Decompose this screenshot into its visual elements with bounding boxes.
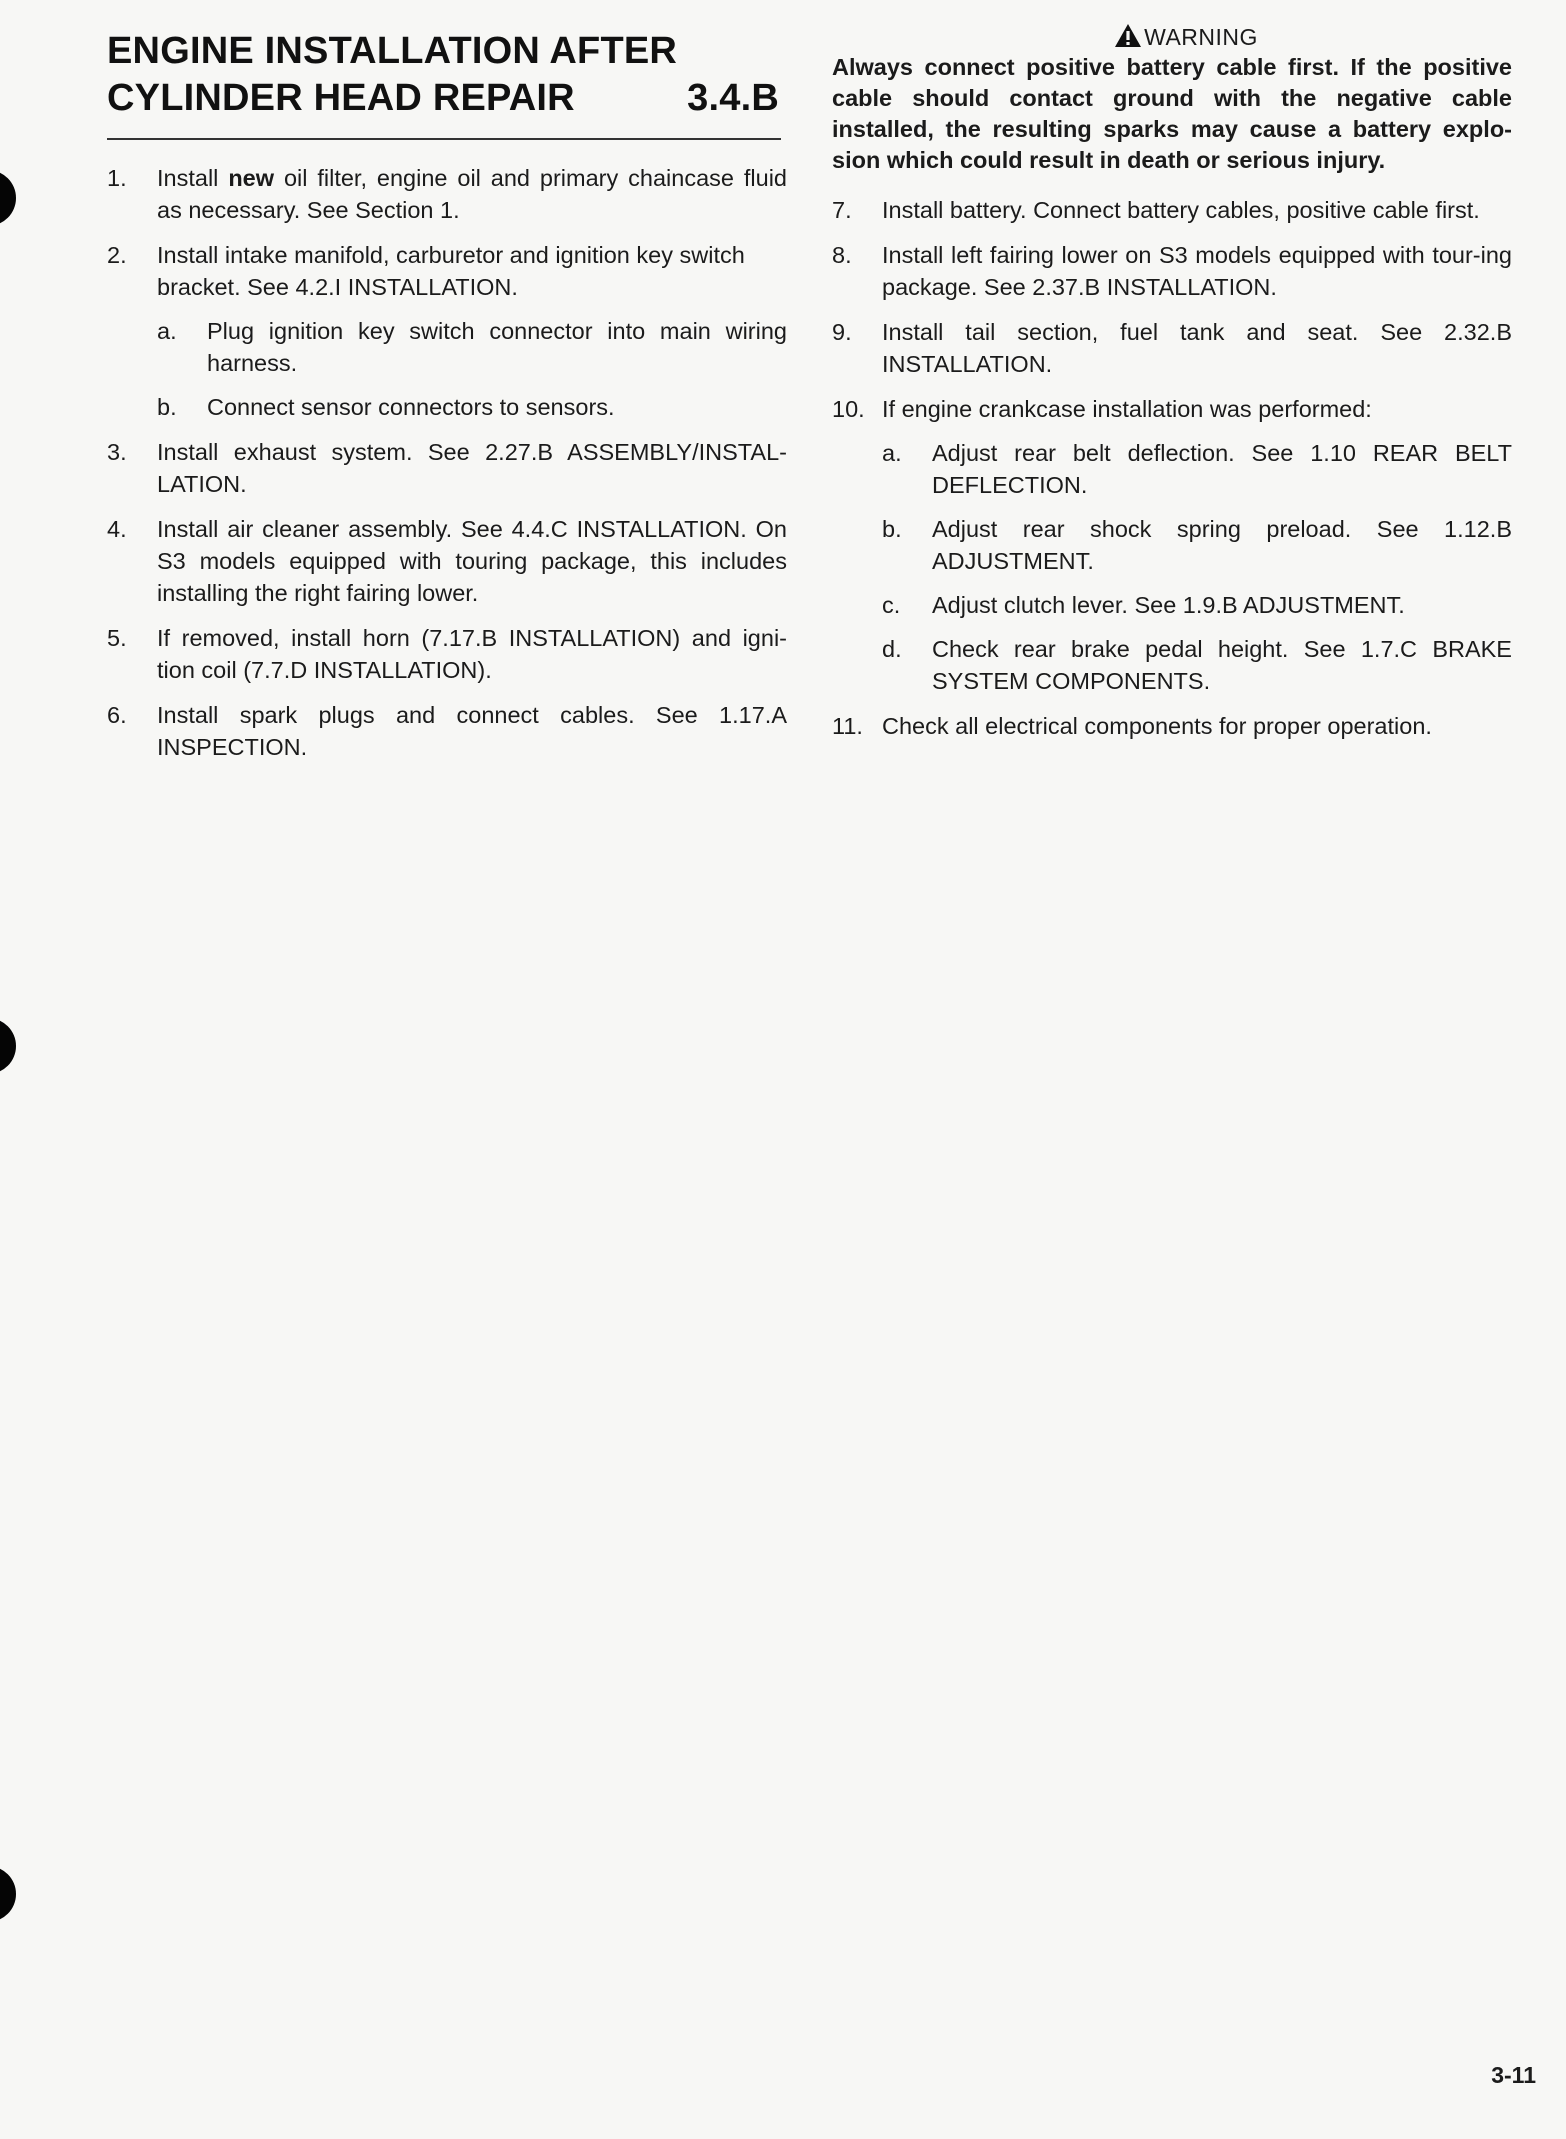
step-text: Install exhaust system. See 2.27.B ASSEMBLY/INSTAL-LATION. xyxy=(157,439,787,497)
warning-label: WARNING xyxy=(1144,24,1258,50)
step-number: 1. xyxy=(107,165,127,191)
list-item xyxy=(832,239,1512,303)
step-text: Install air cleaner assembly. See 4.4.C INSTALLATION. On S3 models equipped with touring package, this includes installing the right fairing lower. xyxy=(157,516,787,606)
section-number: 3.4.B xyxy=(687,77,779,119)
sub-step-text: Plug ignition key switch connector into main wiring harness. xyxy=(207,318,787,376)
warning-triangle-icon xyxy=(1114,23,1142,48)
list-item xyxy=(832,710,1512,742)
sub-list-item xyxy=(882,513,1512,577)
step-number: 11. xyxy=(832,713,863,739)
step-text: Install intake manifold, carburetor and ignition key switch bracket. See 4.2.I INSTALLATION. xyxy=(157,242,745,300)
left-step-list xyxy=(107,162,787,763)
sub-step-letter: b. xyxy=(157,394,177,420)
step-number: 5. xyxy=(107,625,127,651)
list-item xyxy=(107,699,787,763)
sub-step-text: Adjust rear belt deflection. See 1.10 REAR BELT DEFLECTION. xyxy=(932,440,1512,498)
step-number: 6. xyxy=(107,702,127,728)
step-number: 8. xyxy=(832,242,852,268)
step-number: 7. xyxy=(832,197,852,223)
list-item xyxy=(107,239,787,423)
step-text: Check all electrical components for proper operation. xyxy=(882,713,1432,739)
sub-step-letter: c. xyxy=(882,592,901,618)
sub-step-text: Check rear brake pedal height. See 1.7.C BRAKE SYSTEM COMPONENTS. xyxy=(932,636,1512,694)
sub-step-letter: a. xyxy=(882,440,902,466)
warning-text: Always connect positive battery cable first. If the positive cable should contact ground with the negative cable installed, the resulting sparks may cause a battery explo-sion which could result in death or serious injury. xyxy=(832,54,1512,173)
sub-list-item xyxy=(882,633,1512,697)
list-item xyxy=(832,194,1512,226)
sub-step-text: Adjust clutch lever. See 1.9.B ADJUSTMENT. xyxy=(932,592,1405,618)
step-text: Install new oil filter, engine oil and primary chaincase fluid as necessary. See Section 1. xyxy=(157,165,787,223)
right-column xyxy=(832,22,1512,755)
list-item xyxy=(107,162,787,226)
sub-step-list xyxy=(157,315,787,423)
warning-box xyxy=(832,22,1512,176)
step-text: If removed, install horn (7.17.B INSTALLATION) and igni-tion coil (7.7.D INSTALLATION). xyxy=(157,625,787,683)
binder-hole xyxy=(0,1866,16,1922)
sub-step-letter: a. xyxy=(157,318,177,344)
step-number: 10. xyxy=(832,396,865,422)
list-item xyxy=(832,393,1512,697)
step-number: 3. xyxy=(107,439,127,465)
sub-step-letter: b. xyxy=(882,516,902,542)
sub-list-item xyxy=(882,589,1512,621)
sub-step-letter: d. xyxy=(882,636,902,662)
section-heading xyxy=(107,28,781,140)
step-text: Install left fairing lower on S3 models equipped with tour-ing package. See 2.37.B INSTALLATION. xyxy=(882,242,1512,300)
step-text: Install battery. Connect battery cables, positive cable first. xyxy=(882,197,1480,223)
right-step-list xyxy=(832,194,1512,742)
sub-list-item xyxy=(882,437,1512,501)
step-number: 2. xyxy=(107,242,127,268)
heading-line-2: CYLINDER HEAD REPAIR xyxy=(107,77,575,119)
sub-list-item xyxy=(157,391,787,423)
list-item xyxy=(107,513,787,609)
binder-hole xyxy=(0,170,16,226)
page-number: 3-11 xyxy=(1491,2062,1536,2088)
sub-step-text: Connect sensor connectors to sensors. xyxy=(207,394,615,420)
sub-list-item xyxy=(157,315,787,379)
warning-title xyxy=(832,22,1512,52)
list-item xyxy=(107,622,787,686)
sub-step-list xyxy=(882,437,1512,697)
list-item xyxy=(107,436,787,500)
step-text: Install spark plugs and connect cables. See 1.17.A INSPECTION. xyxy=(157,702,787,760)
left-column xyxy=(107,28,787,776)
binder-hole xyxy=(0,1018,16,1074)
step-text: If engine crankcase installation was performed: xyxy=(882,396,1372,422)
step-number: 4. xyxy=(107,516,127,542)
step-number: 9. xyxy=(832,319,852,345)
sub-step-text: Adjust rear shock spring preload. See 1.12.B ADJUSTMENT. xyxy=(932,516,1512,574)
heading-line-1: ENGINE INSTALLATION AFTER xyxy=(107,30,678,72)
step-text: Install tail section, fuel tank and seat. See 2.32.B INSTALLATION. xyxy=(882,319,1512,377)
emphasis: new xyxy=(228,165,275,191)
list-item xyxy=(832,316,1512,380)
